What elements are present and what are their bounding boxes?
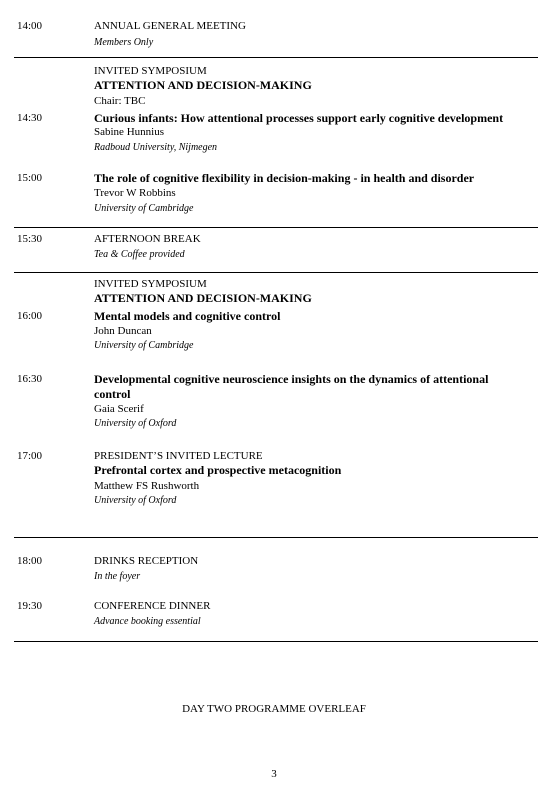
divider — [14, 57, 538, 58]
agm-note: Members Only — [94, 37, 154, 48]
speaker-hunnius: Sabine Hunnius — [94, 126, 164, 138]
time-1800: 18:00 — [17, 555, 43, 567]
time-1700: 17:00 — [17, 450, 43, 462]
talk-title-duncan: Mental models and cognitive control — [94, 309, 281, 323]
lecture-heading: PRESIDENT’S INVITED LECTURE — [94, 450, 263, 462]
break-heading: AFTERNOON BREAK — [94, 233, 201, 245]
dinner-note: Advance booking essential — [94, 616, 201, 627]
talk-title-robbins: The role of cognitive flexibility in decision-making - in health and disorder — [94, 171, 475, 185]
speaker-duncan: John Duncan — [94, 325, 152, 337]
symposium-1-heading: INVITED SYMPOSIUM — [94, 65, 207, 77]
time-1430: 14:30 — [17, 112, 43, 124]
divider — [14, 641, 538, 642]
drinks-note: In the foyer — [94, 571, 141, 582]
divider — [14, 272, 538, 273]
divider — [14, 537, 538, 538]
talk-title-scerif-line1: Developmental cognitive neuroscience insights on the dynamics of attentional — [94, 372, 489, 386]
dinner-heading: CONFERENCE DINNER — [94, 600, 211, 612]
page-number: 3 — [271, 768, 277, 780]
time-1530: 15:30 — [17, 233, 43, 245]
speaker-rushworth: Matthew FS Rushworth — [94, 480, 200, 492]
symposium-2-heading: INVITED SYMPOSIUM — [94, 278, 207, 290]
speaker-robbins: Trevor W Robbins — [94, 187, 176, 199]
talk-title-scerif-line2: control — [94, 387, 131, 401]
affiliation-duncan: University of Cambridge — [94, 340, 194, 351]
affiliation-scerif: University of Oxford — [94, 418, 177, 429]
divider — [14, 227, 538, 228]
symposium-1-title: ATTENTION AND DECISION-MAKING — [94, 78, 312, 92]
affiliation-hunnius: Radboud University, Nijmegen — [94, 142, 218, 153]
affiliation-robbins: University of Cambridge — [94, 203, 194, 214]
time-1500: 15:00 — [17, 172, 43, 184]
talk-title-rushworth: Prefrontal cortex and prospective metacognition — [94, 463, 342, 477]
speaker-scerif: Gaia Scerif — [94, 403, 144, 415]
break-note: Tea & Coffee provided — [94, 249, 185, 260]
symposium-2-title: ATTENTION AND DECISION-MAKING — [94, 291, 312, 305]
time-1630: 16:30 — [17, 373, 43, 385]
affiliation-rushworth: University of Oxford — [94, 495, 177, 506]
time-1930: 19:30 — [17, 600, 43, 612]
agm-heading: ANNUAL GENERAL MEETING — [94, 20, 246, 32]
drinks-heading: DRINKS RECEPTION — [94, 555, 199, 567]
talk-title-hunnius: Curious infants: How attentional processes support early cognitive development — [94, 111, 504, 125]
time-1600: 16:00 — [17, 310, 43, 322]
overleaf-note: DAY TWO PROGRAMME OVERLEAF — [182, 703, 366, 715]
time-1400: 14:00 — [17, 20, 43, 32]
symposium-1-chair: Chair: TBC — [94, 95, 146, 107]
